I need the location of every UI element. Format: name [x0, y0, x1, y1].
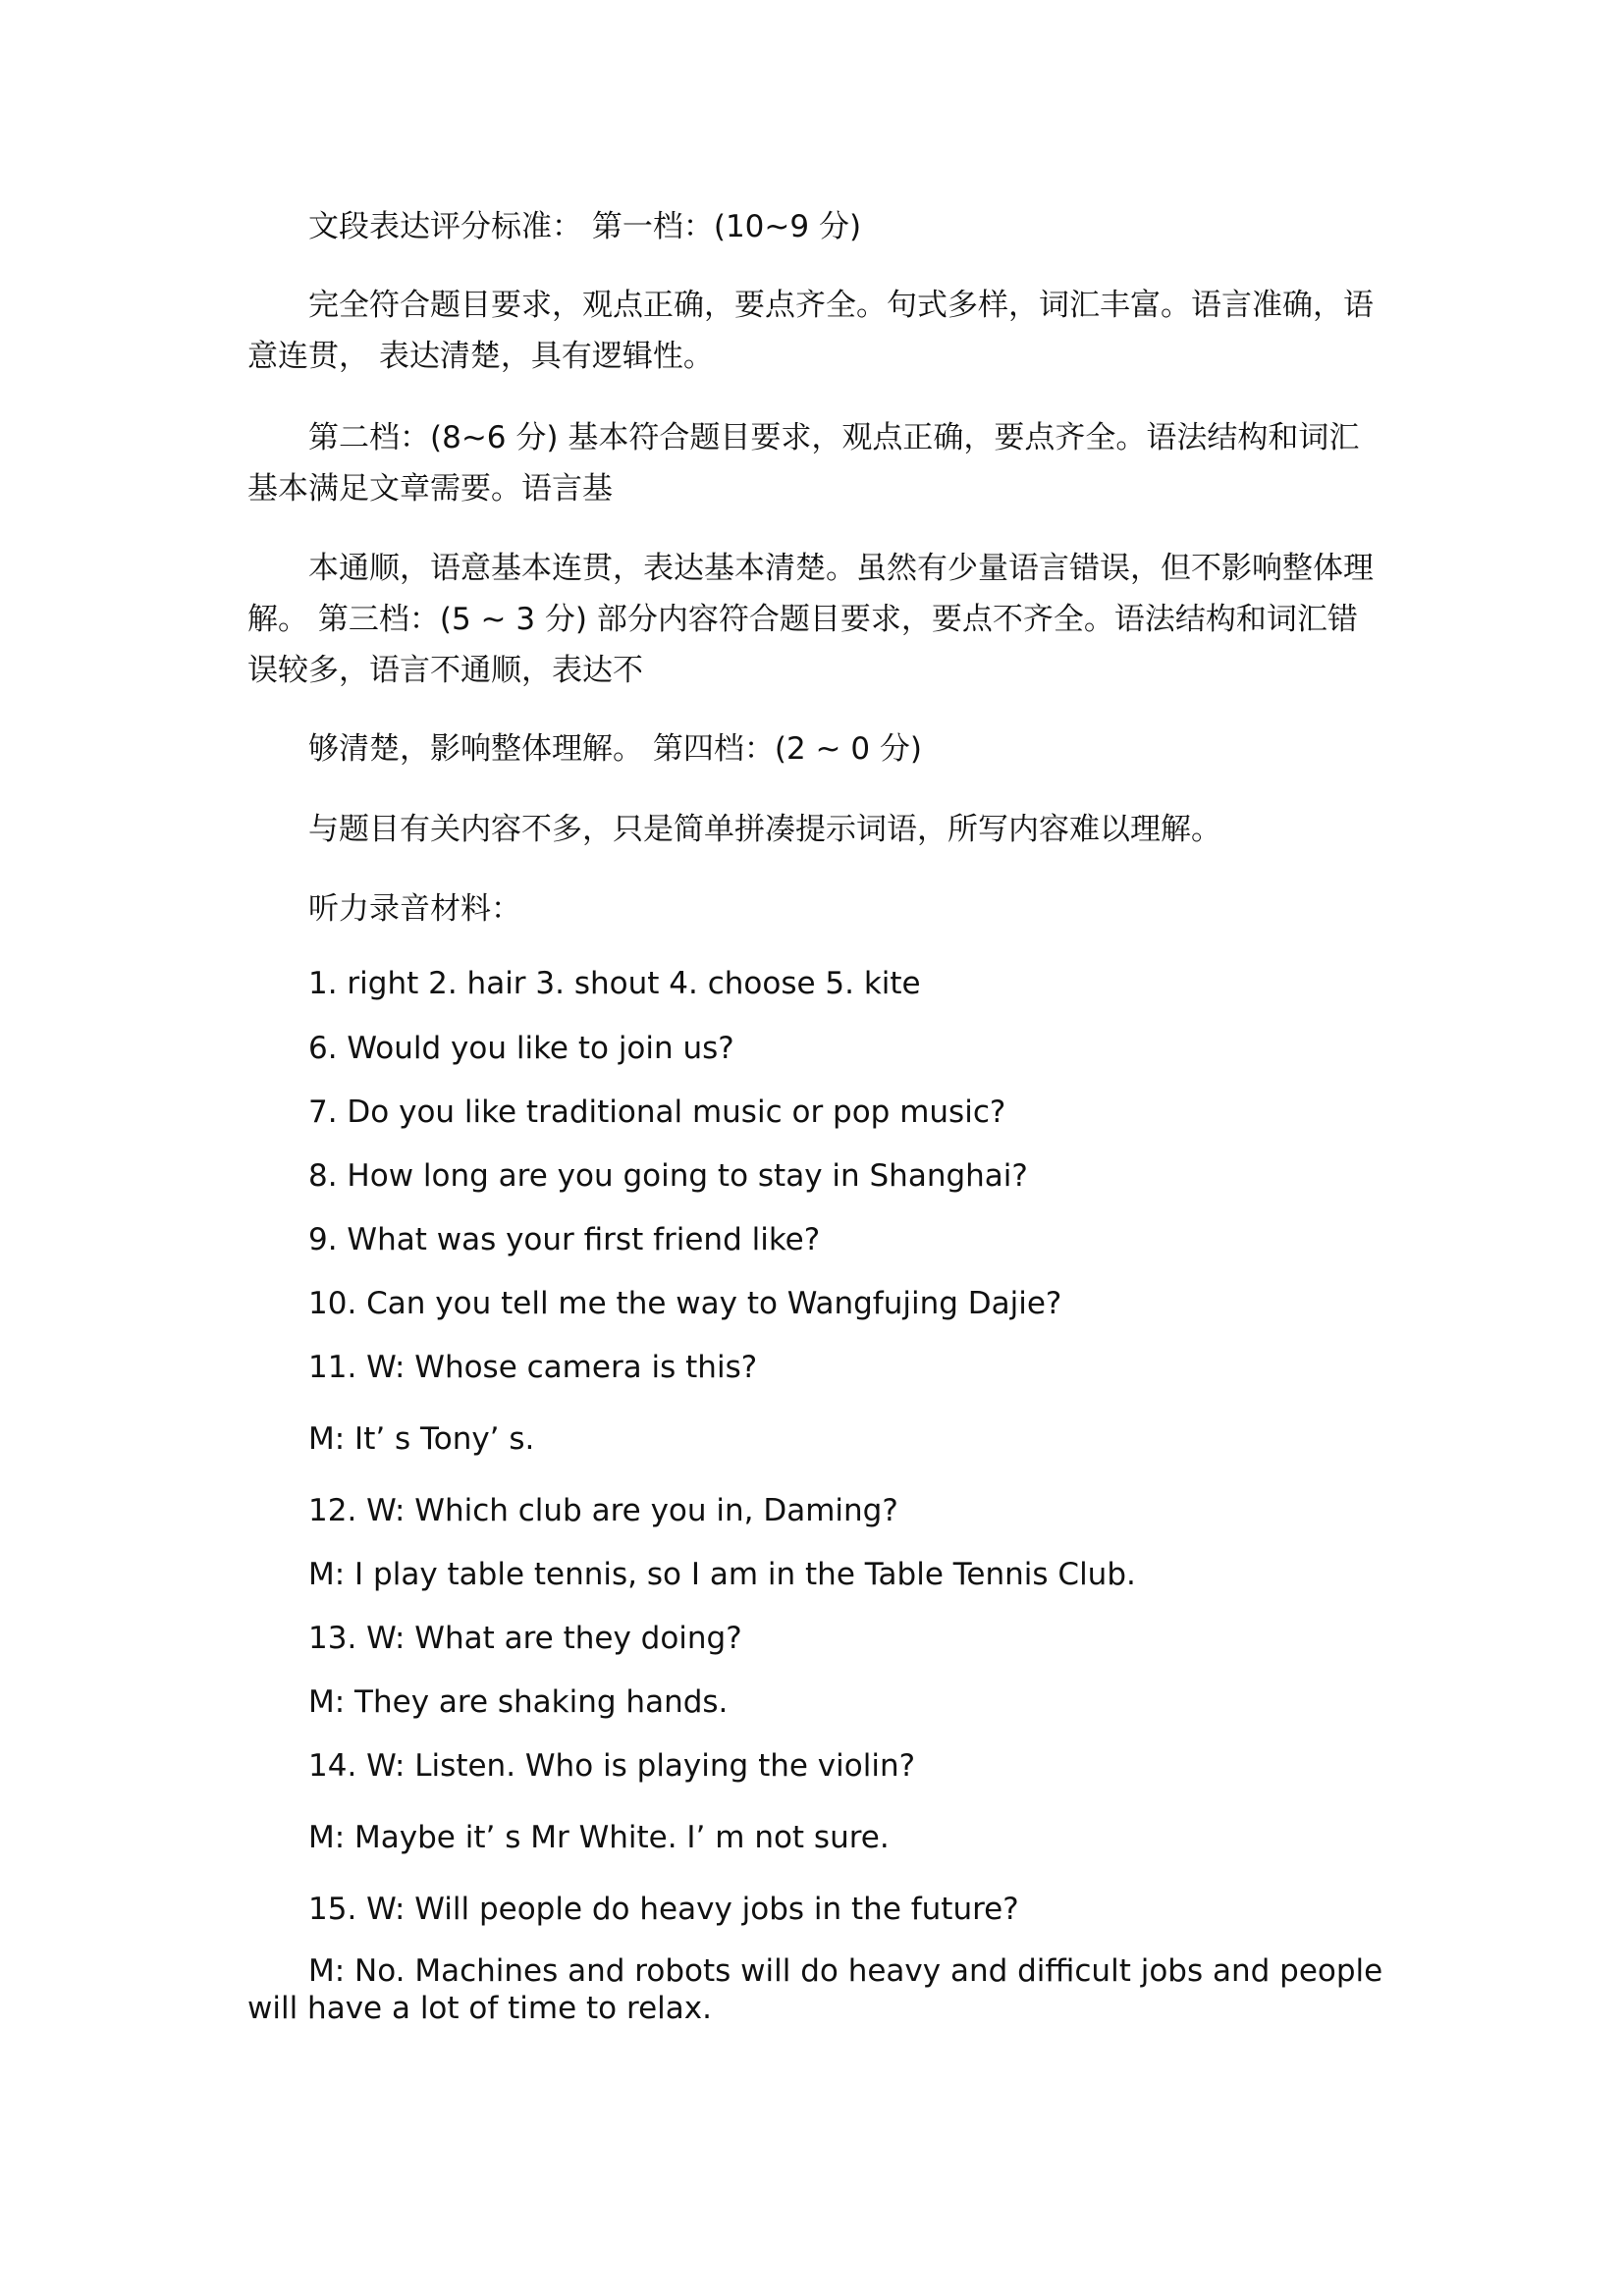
- listening-item-14-m: M: Maybe it’ s Mr White. I’ m not sure.: [308, 1820, 890, 1855]
- listening-material-heading: 听力录音材料：: [308, 891, 521, 927]
- listening-item-10: 10. Can you tell me the way to Wangfujing Dajie?: [308, 1286, 1062, 1321]
- listening-item-12-w: 12. W: Which club are you in, Daming?: [308, 1493, 898, 1528]
- listening-item-1-5: 1. right 2. hair 3. shout 4. choose 5. kite: [308, 966, 921, 1001]
- tier-four-description: 与题目有关内容不多，只是简单拼凑提示词语，所写内容难以理解。: [308, 812, 1221, 847]
- listening-item-11-w: 11. W: Whose camera is this?: [308, 1350, 758, 1385]
- listening-item-6: 6. Would you like to join us?: [308, 1031, 734, 1066]
- tier-one-description: 完全符合题目要求，观点正确，要点齐全。句式多样，词汇丰富。语言准确，语意连贯， 表达清楚，具有逻辑性。: [247, 288, 1374, 374]
- tier-four-heading: 够清楚，影响整体理解。 第四档：(2 ~ 0 分): [308, 731, 923, 767]
- scoring-standard-heading: 文段表达评分标准： 第一档：(10~9 分): [308, 209, 862, 244]
- listening-item-13-m: M: They are shaking hands.: [308, 1684, 729, 1720]
- listening-item-12-m: M: I play table tennis, so I am in the Table Tennis Club.: [308, 1557, 1136, 1592]
- listening-item-9: 9. What was your first friend like?: [308, 1222, 821, 1257]
- listening-item-13-w: 13. W: What are they doing?: [308, 1621, 742, 1656]
- listening-item-15-m: M: No. Machines and robots will do heavy and difficult jobs and people will have a lot of time to relax.: [247, 1953, 1383, 2026]
- tier-two-description: 第二档：(8~6 分) 基本符合题目要求，观点正确，要点齐全。语法结构和词汇基本满足文章需要。语言基: [247, 420, 1360, 507]
- listening-item-7: 7. Do you like traditional music or pop music?: [308, 1095, 1006, 1130]
- listening-item-15-w: 15. W: Will people do heavy jobs in the future?: [308, 1892, 1019, 1927]
- tier-three-description: 本通顺，语意基本连贯，表达基本清楚。虽然有少量语言错误，但不影响整体理解。 第三档：(5 ~ 3 分) 部分内容符合题目要求，要点不齐全。语法结构和词汇错误较多，语言不通顺，表达不: [247, 551, 1374, 688]
- listening-item-14-w: 14. W: Listen. Who is playing the violin?: [308, 1748, 916, 1784]
- listening-item-8: 8. How long are you going to stay in Shanghai?: [308, 1158, 1028, 1194]
- listening-item-11-m: M: It’ s Tony’ s.: [308, 1421, 535, 1457]
